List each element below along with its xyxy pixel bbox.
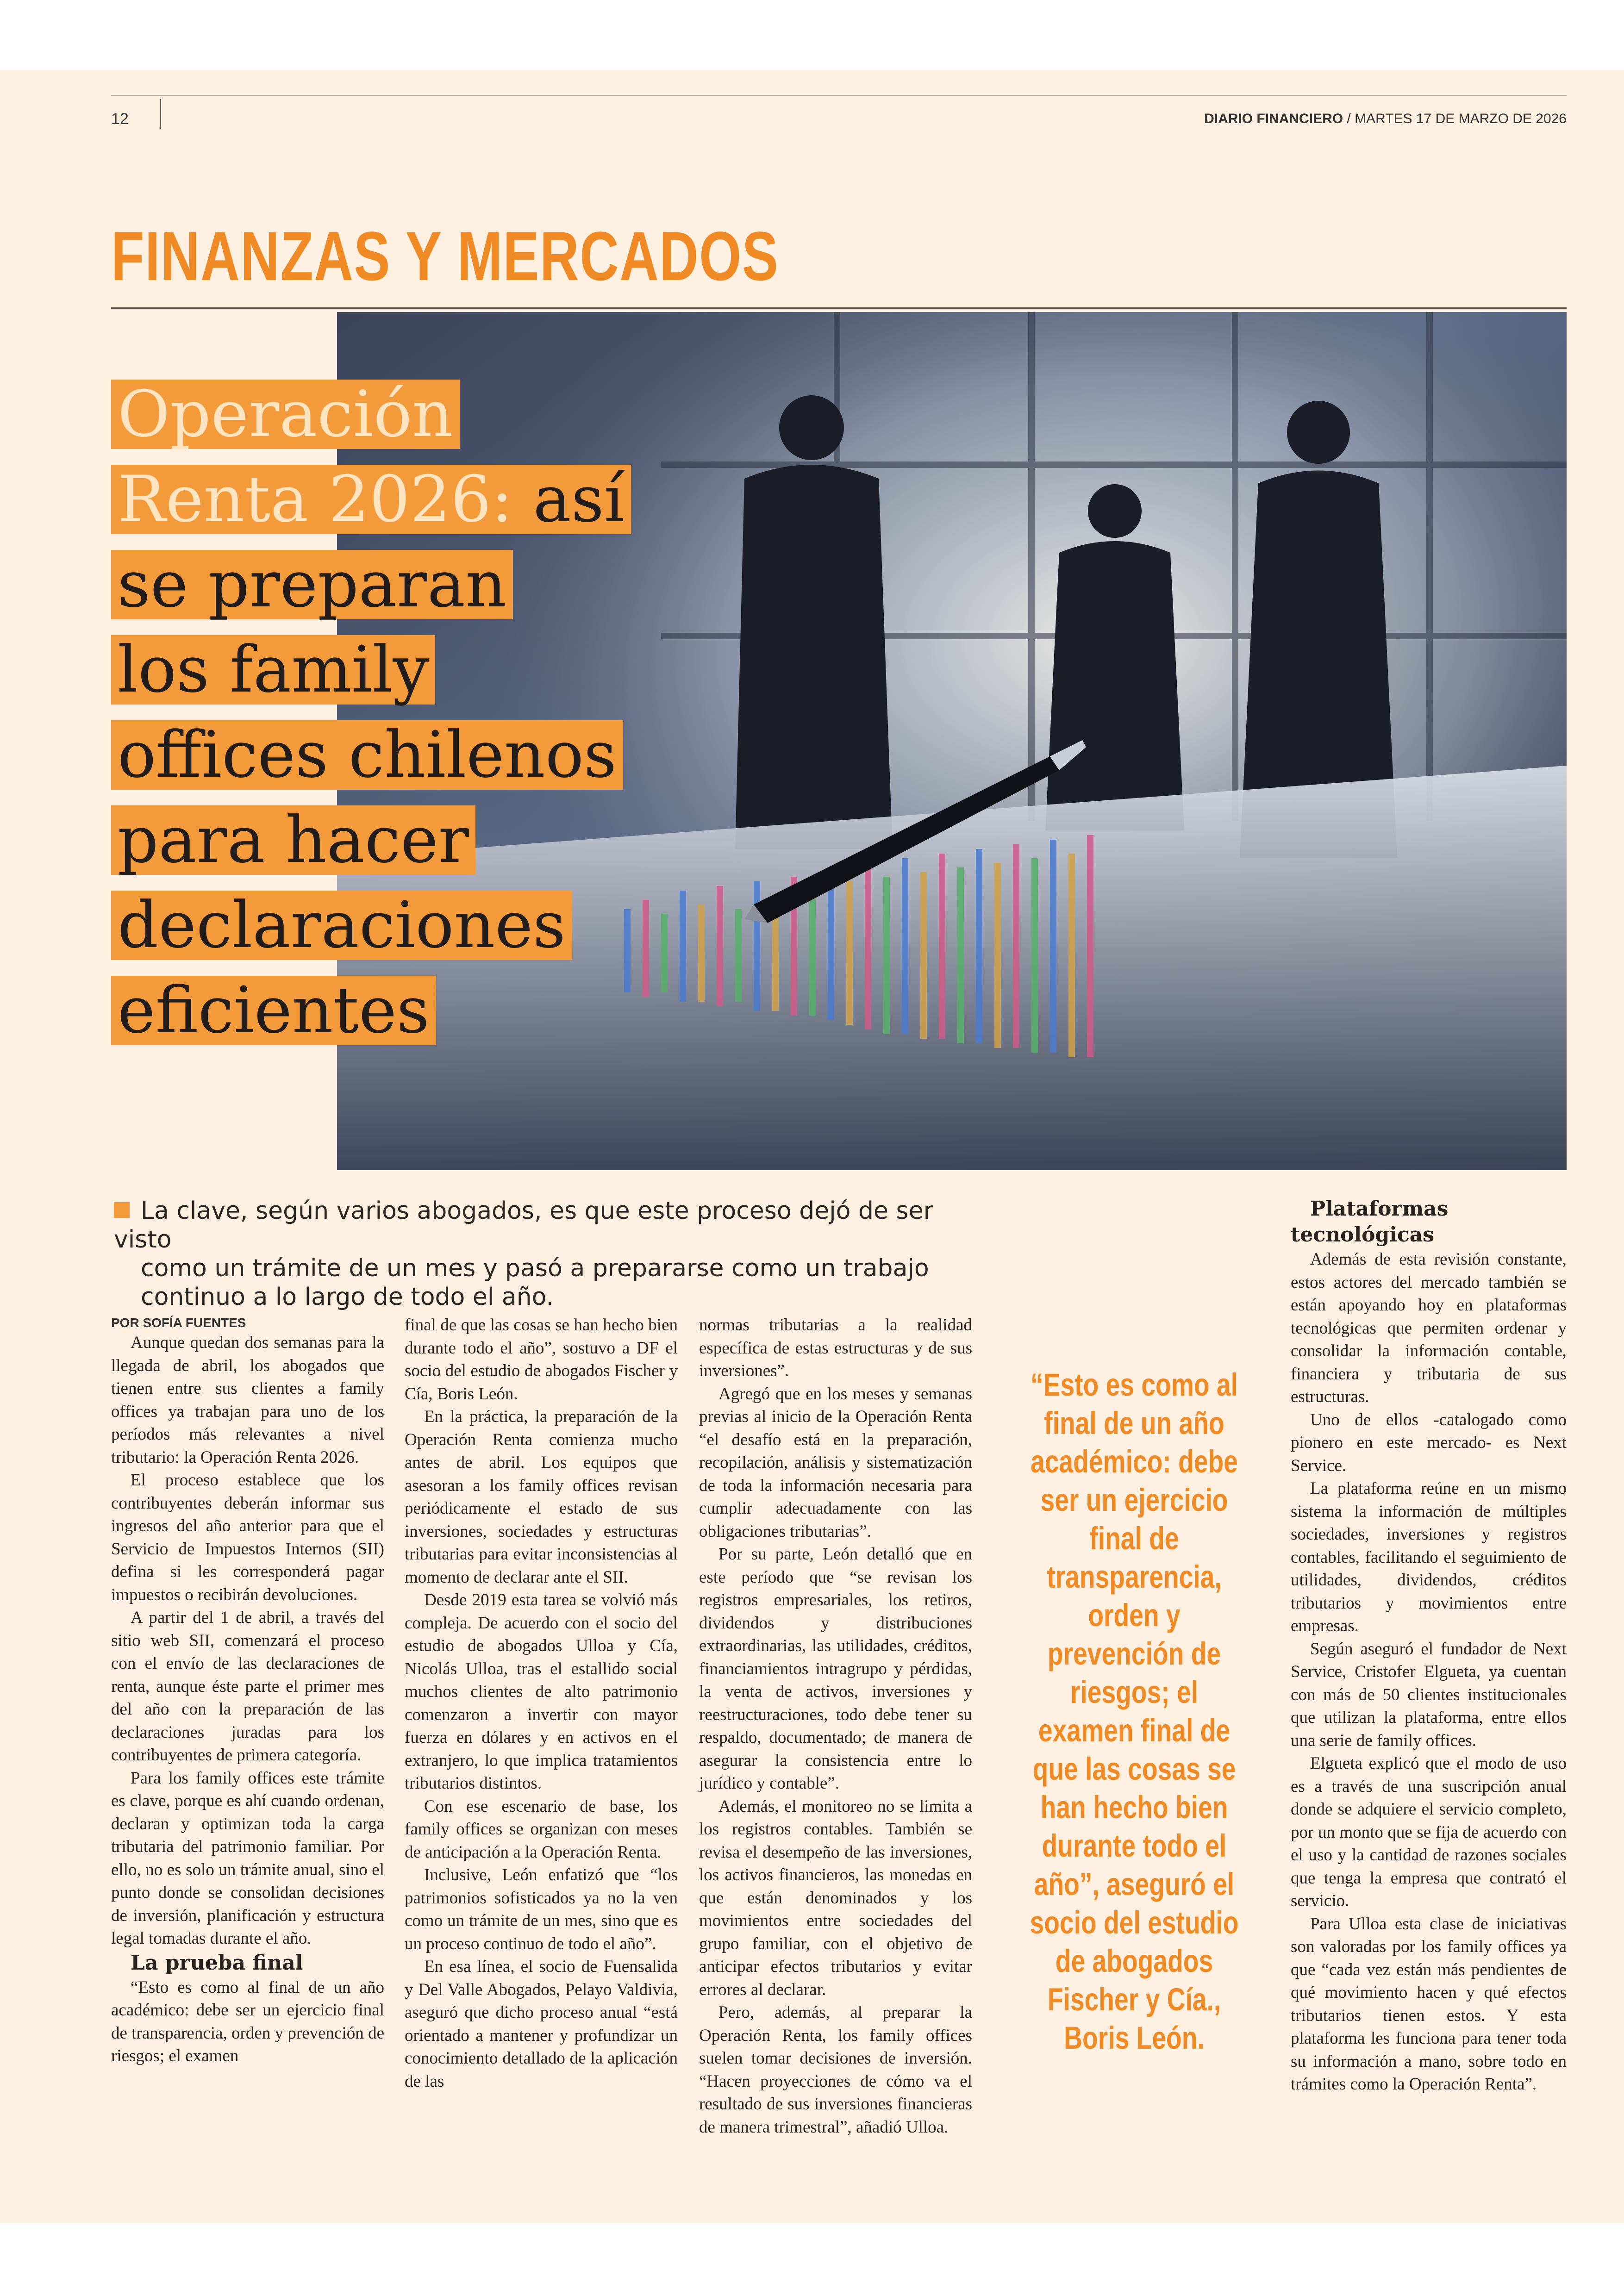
paragraph: final de que las cosas se han hecho bien durante todo el año”, sostuvo a DF el socio del estudio de abogados Fischer y Cía, Boris León.: [405, 1316, 678, 1403]
paragraph: Para Ulloa esta clase de iniciativas son valoradas por los family offices ya que “cada vez están más pendientes de qué movimiento hacen y qué efectos tributarios tienen estos. Y esta plataforma les funciona para tener toda su información a mano, sobre todo en trámites como la Operación Renta”.: [1291, 1914, 1567, 2094]
masthead: [1204, 111, 1567, 127]
paragraph: Agregó que en los meses y semanas previas al inicio de la Operación Renta “el desafío está en la preparación, recopilación, análisis y sistematización de toda la información necesaria para cumplir adecuadamente con las obligaciones tributarias”.: [699, 1384, 972, 1541]
section-title: FINANZAS Y MERCADOS: [111, 217, 779, 295]
top-rule: [111, 95, 1567, 96]
paragraph: Aunque quedan dos semanas para la llegada de abril, los abogados que tienen entre sus clientes a family offices ya trabajan para uno de los períodos más relevantes a nivel tributario: la Operación Renta 2026.: [111, 1333, 384, 1467]
issue-date: / MARTES 17 DE MARZO DE 2026: [1343, 111, 1567, 126]
paragraph: Además de esta revisión constante, estos actores del mercado también se están apoyando hoy en plataformas tecnológicas que permiten ordenar y consolidar la información contable, financiera y tributaria de sus estructuras.: [1291, 1250, 1567, 1406]
paragraph: Uno de ellos -catalogado como pionero en este mercado- es Next Service.: [1291, 1410, 1567, 1475]
page-number: 12: [111, 110, 129, 128]
byline: POR SOFÍA FUENTES: [111, 1316, 246, 1330]
subhead-la-prueba-final: La prueba final: [131, 1951, 303, 1975]
headline-line-1: Operación: [111, 380, 460, 449]
paragraph: En la práctica, la preparación de la Operación Renta comienza mucho antes de abril. Los equipos que asesoran a los family offices revisan periódicamente el estado de sus inversiones, sociedades y estructuras tributarias para evitar inconsistencias al momento de declarar ante el SII.: [405, 1407, 678, 1587]
page-number-divider: [160, 99, 161, 129]
article-column-3: [699, 1314, 972, 2139]
headline-line-6: para hacer: [111, 805, 475, 875]
paragraph: La plataforma reúne en un mismo sistema la información de múltiples sociedades, inversiones y registros contables, facilitando el seguimiento de utilidades, dividendos, créditos tributarios y movimientos entre empresas.: [1291, 1479, 1567, 1635]
paragraph: normas tributarias a la realidad específica de estas estructuras y de sus inversiones”.: [699, 1316, 972, 1380]
paragraph: En esa línea, el socio de Fuensalida y Del Valle Abogados, Pelayo Valdivia, aseguró que dicho proceso anual “está orientado a mantener y profundizar un conocimiento detallado de la aplicación de las: [405, 1957, 678, 2091]
paragraph: El proceso establece que los contribuyentes deberán informar sus ingresos del año anterior para que el Servicio de Impuestos Internos (SII) defina si les corresponderá pagar impuestos o recibirán devoluciones.: [111, 1471, 384, 1604]
paragraph: Para los family offices este trámite es clave, porque es ahí cuando ordenan, declaran y optimizan toda la carga tributaria del patrimonio familiar. Por ello, no es solo un trámite anual, sino el punto donde se consolidan decisiones de inversión, planificación y estructura legal tomadas durante el año.: [111, 1768, 384, 1948]
headline-line-4: los family: [111, 635, 435, 705]
headline-line-3: se preparan: [111, 550, 513, 619]
paragraph: Desde 2019 esta tarea se volvió más compleja. De acuerdo con el socio del estudio de abogados Ulloa y Cía, Nicolás Ulloa, tras el estallido social muchos clientes de alto patrimonio comenzaron a invertir con mayor fuerza en dólares y en activos en el extranjero, lo que implica tratamientos tributarios distintos.: [405, 1590, 678, 1793]
paragraph: Según aseguró el fundador de Next Service, Cristofer Elgueta, ya cuentan con más de 50 clientes institucionales que utilizan la plataforma, entre ellos una serie de family offices.: [1291, 1639, 1567, 1750]
article-column-2: [405, 1314, 678, 2093]
paragraph: “Esto es como al final de un año académico: debe ser un ejercicio final de transparencia, orden y prevención de riesgos; el examen: [111, 1977, 384, 2065]
pull-quote: “Esto es como al final de un año académico: debe ser un ejercicio final de transparencia, orden y prevención de riesgos; el examen final de que las cosas se han hecho bien durante todo el año”, aseguró el socio del estudio de abogados Fischer y Cía., Boris León.: [1030, 1367, 1239, 2056]
article-column-1: [111, 1315, 384, 2068]
paragraph: A partir del 1 de abril, a través del sitio web SII, comenzará el proceso con el envío de las declaraciones de renta, aunque éste parte el primer mes del año con la preparación de las declaraciones juradas para los contribuyentes de primera categoría.: [111, 1608, 384, 1765]
headline-line-5: offices chilenos: [111, 720, 623, 790]
publication-name: DIARIO FINANCIERO: [1204, 111, 1343, 126]
headline-line-7: declaraciones: [111, 891, 572, 960]
lede-line-3: continuo a lo largo de todo el año.: [141, 1283, 554, 1311]
paragraph: Inclusive, León enfatizó que “los patrimonios sofisticados ya no la ven como un trámite de un mes, sino que es un proceso continuo de todo el año”.: [405, 1865, 678, 1953]
lede-line-1: La clave, según varios abogados, es que este proceso dejó de ser visto: [114, 1197, 934, 1254]
subhead-plataformas-tecnologicas: Plataformas tecnológicas: [1291, 1197, 1449, 1247]
section-rule: [111, 307, 1567, 309]
paragraph: Además, el monitoreo no se limita a los registros contables. También se revisa el desempeño de las inversiones, los activos financieros, las monedas en que están denominados y los movimientos entre sociedades del grupo familiar, con el objetivo de anticipar efectos tributarios y evitar errores al declarar.: [699, 1796, 972, 1999]
article-column-5: [1291, 1196, 1567, 2096]
paragraph: Pero, además, al preparar la Operación Renta, los family offices suelen tomar decisiones de inversión. “Hacen proyecciones de cómo va el resultado de sus inversiones financieras de manera trimestral”, añadió Ulloa.: [699, 2003, 972, 2137]
paragraph: Elgueta explicó que el modo de uso es a través de una suscripción anual donde se adquiere el servicio completo, por un monto que se fija de acuerdo con el uso y la cantidad de razones sociales que tenga la empresa que contrató el servicio.: [1291, 1754, 1567, 1910]
lede-bullet-icon: [114, 1202, 130, 1218]
headline: [111, 377, 722, 1061]
paragraph: Con ese escenario de base, los family offices se organizan con meses de anticipación a la Operación Renta.: [405, 1796, 678, 1862]
lede: [114, 1197, 956, 1311]
paragraph: Por su parte, León detalló que en este período que “se revisan los registros empresariales, los retiros, dividendos y distribuciones extraordinarias, las utilidades, créditos, financiamientos intragrupo y pérdidas, la venta de activos, inversiones y reestructuraciones, todo debe tener su respaldo, documentado; de manera de asegurar la consistencia entre lo jurídico y contable”.: [699, 1545, 972, 1793]
headline-line-2: Renta 2026: así: [111, 465, 631, 534]
lede-line-2: como un trámite de un mes y pasó a prepararse como un trabajo: [141, 1254, 929, 1282]
headline-line-8: eficientes: [111, 976, 436, 1045]
